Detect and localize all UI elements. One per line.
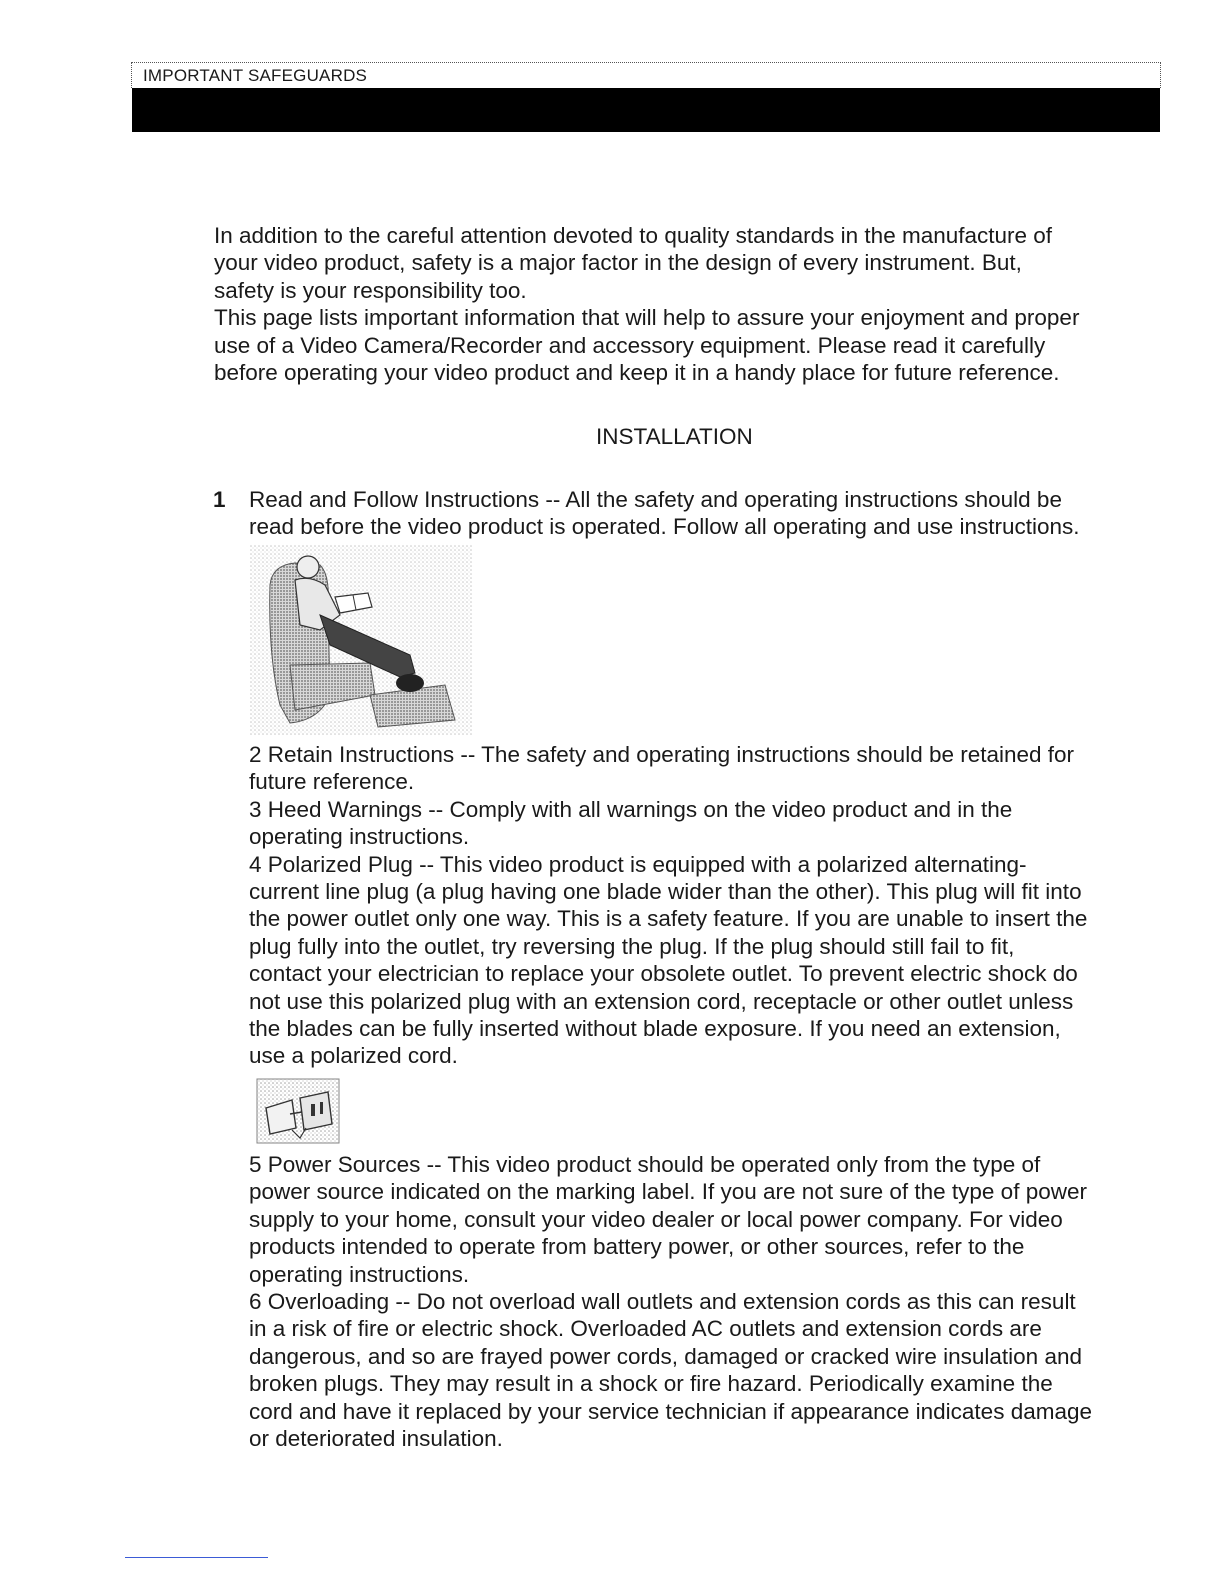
item-line: 6 Overloading -- Do not overload wall outlets and extension cords as this can result (249, 1289, 1076, 1315)
intro-line: This page lists important information that will help to assure your enjoyment and proper (214, 305, 1080, 331)
intro-line: your video product, safety is a major factor in the design of every instrument. But, (214, 250, 1022, 276)
items-5-to-6 (249, 1151, 1092, 1452)
item-line: cord and have it replaced by your service technician if appearance indicates damage (249, 1398, 1093, 1424)
intro-line: safety is your responsibility too. (214, 277, 527, 303)
item-line: 2 Retain Instructions -- The safety and operating instructions should be retained for (249, 742, 1075, 767)
item-line: read before the video product is operated. Follow all operating and use instructions. (249, 514, 1080, 540)
item-line: the blades can be fully inserted without blade exposure. If you need an extension, (249, 1016, 1061, 1042)
item-1-text (249, 486, 1080, 541)
item-line: 5 Power Sources -- This video product should be operated only from the type of (249, 1152, 1041, 1177)
item-line: the power outlet only one way. This is a safety feature. If you are unable to insert the (249, 906, 1088, 932)
item-line: 4 Polarized Plug -- This video product is equipped with a polarized alternating- (249, 851, 1027, 877)
item-line: use a polarized cord. (249, 1043, 458, 1069)
item-line: 3 Heed Warnings -- Comply with all warnings on the video product and in the (249, 796, 1013, 822)
items-2-to-4 (249, 741, 1087, 1070)
item-line: contact your electrician to replace your obsolete outlet. To prevent electric shock do (249, 961, 1078, 987)
item-line: dangerous, and so are frayed power cords, damaged or cracked wire insulation and (249, 1343, 1082, 1369)
item-line: supply to your home, consult your video dealer or local power company. For video (249, 1206, 1063, 1232)
item-line: power source indicated on the marking label. If you are not sure of the type of power (249, 1179, 1087, 1205)
item-line: or deteriorated insulation. (249, 1426, 503, 1452)
header-bar (132, 88, 1160, 132)
item-line: plug fully into the outlet, try reversing the plug. If the plug should still fail to fit, (249, 933, 1015, 959)
item-number: 1 (213, 487, 226, 512)
footnote-rule (125, 1557, 268, 1558)
intro-line: before operating your video product and keep it in a handy place for future reference. (214, 360, 1060, 386)
page-header-label: IMPORTANT SAFEGUARDS (143, 66, 368, 85)
item-line: operating instructions. (249, 1261, 470, 1287)
item-line: operating instructions. (249, 824, 470, 850)
item-line: Read and Follow Instructions -- All the safety and operating instructions should be (249, 487, 1062, 512)
intro-line: use of a Video Camera/Recorder and accessory equipment. Please read it carefully (214, 332, 1046, 358)
item-line: not use this polarized plug with an extension cord, receptacle or other outlet unless (249, 988, 1074, 1014)
reading-person-illustration (250, 545, 472, 735)
item-line: broken plugs. They may result in a shock or fire hazard. Periodically examine the (249, 1371, 1053, 1397)
section-title: INSTALLATION (596, 424, 753, 449)
item-line: future reference. (249, 769, 415, 795)
polarized-plug-illustration (256, 1078, 340, 1144)
intro-paragraph (214, 222, 1079, 386)
item-line: current line plug (a plug having one blade wider than the other). This plug will fit into (249, 879, 1082, 905)
item-line: in a risk of fire or electric shock. Overloaded AC outlets and extension cords are (249, 1316, 1042, 1342)
item-line: products intended to operate from battery power, or other sources, refer to the (249, 1234, 1025, 1260)
intro-line: In addition to the careful attention devoted to quality standards in the manufacture of (214, 223, 1053, 248)
